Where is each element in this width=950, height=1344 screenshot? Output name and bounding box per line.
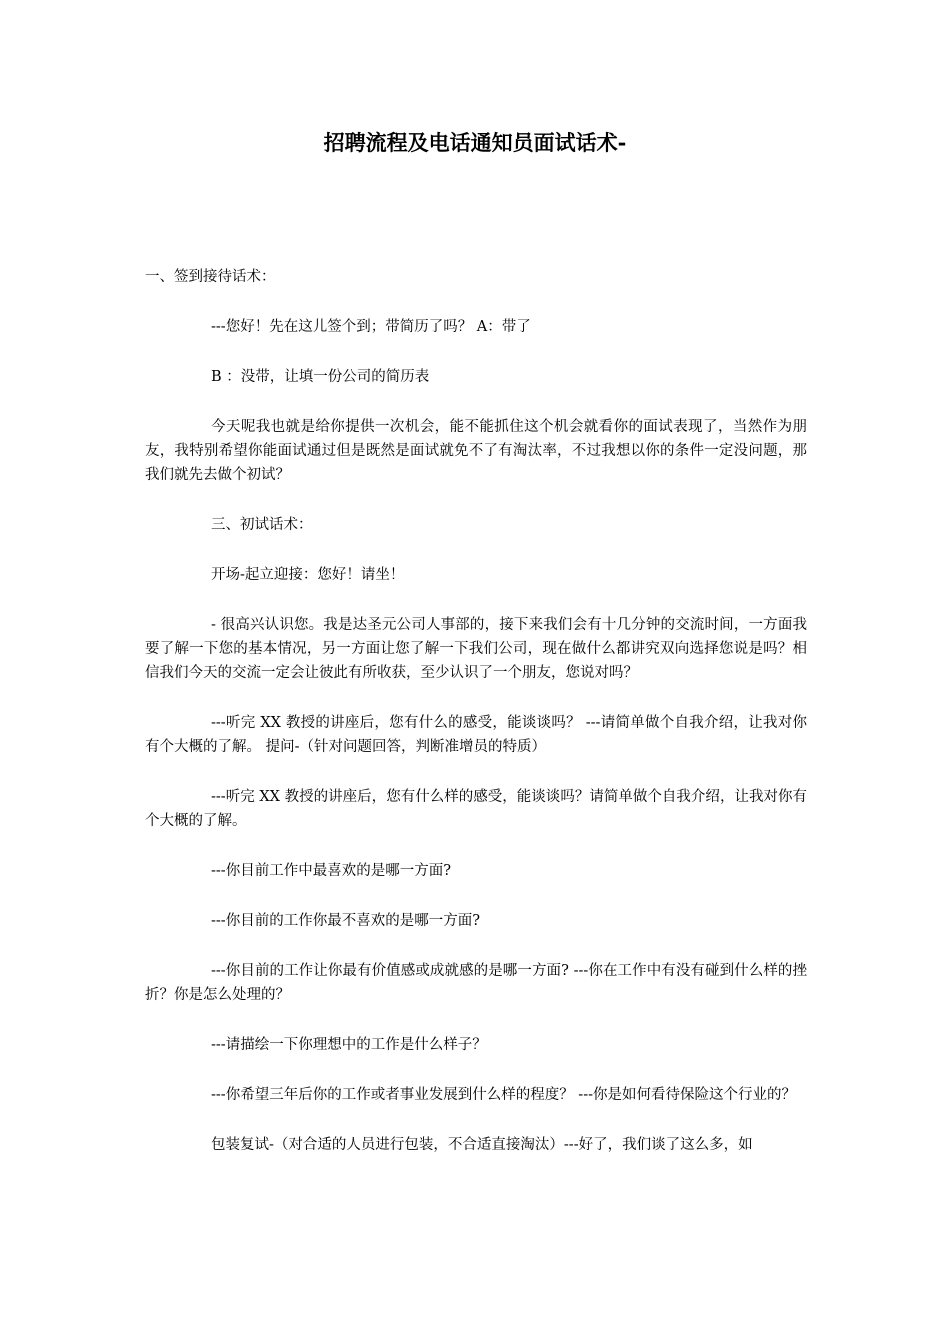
paragraph-lecture-question-1: ---听完 XX 教授的讲座后，您有什么的感受，能谈谈吗？ ---请简单做个自我介绍，让我对你有个大概的了解。 提问-（针对问题回答，判断准增员的特质）	[145, 715, 807, 755]
paragraph-question-ideal-job: ---请描绘一下你理想中的工作是什么样子？	[211, 1037, 487, 1053]
paragraph-lecture-question-2: ---听完 XX 教授的讲座后，您有什么样的感受，能谈谈吗？请简单做个自我介绍，让我对你有个大概的了解。	[145, 789, 807, 829]
section-heading-checkin: 一、签到接待话术：	[145, 269, 276, 285]
paragraph-question-three-years: ---你希望三年后你的工作或者事业发展到什么样的程度？ ---你是如何看待保险这个行业的？	[211, 1087, 797, 1103]
paragraph-question-value: ---你目前的工作让你最有价值感或成就感的是哪一方面? ---你在工作中有没有碰到什么样的挫折？你是怎么处理的？	[145, 963, 807, 1003]
paragraph-question-dislike: ---你目前的工作你最不喜欢的是哪一方面?	[211, 913, 480, 929]
paragraph-opening: 开场-起立迎接：您好！请坐！	[211, 567, 405, 583]
paragraph-introduction: - 很高兴认识您。我是达圣元公司人事部的，接下来我们会有十几分钟的交流时间，一方面我要了解一下您的基本情况，另一方面让您了解一下我们公司，现在做什么都讲究双向选择您说是吗？相信我们今天的交流一定会让彼此有所收获，至少认识了一个朋友，您说对吗？	[145, 617, 807, 681]
paragraph-no-resume: B ：没带，让填一份公司的简历表	[211, 369, 430, 385]
document-body	[145, 265, 807, 1183]
paragraph-greeting: ---您好！先在这儿签个到；带简历了吗？ A：带了	[211, 319, 531, 335]
section-heading-first-interview: 三、初试话术：	[211, 517, 313, 533]
paragraph-question-like: ---你目前工作中最喜欢的是哪一方面?	[211, 863, 451, 879]
paragraph-second-interview: 包装复试-（对合适的人员进行包装，不合适直接淘汰）---好了，我们谈了这么多，如	[211, 1137, 753, 1153]
document-title: 招聘流程及电话通知员面试话术-	[323, 130, 627, 155]
paragraph-opportunity: 今天呢我也就是给你提供一次机会，能不能抓住这个机会就看你的面试表现了，当然作为朋友，我特别希望你能面试通过但是既然是面试就免不了有淘汰率，不过我想以你的条件一定没问题，那我们就先去做个初试？	[145, 419, 807, 483]
